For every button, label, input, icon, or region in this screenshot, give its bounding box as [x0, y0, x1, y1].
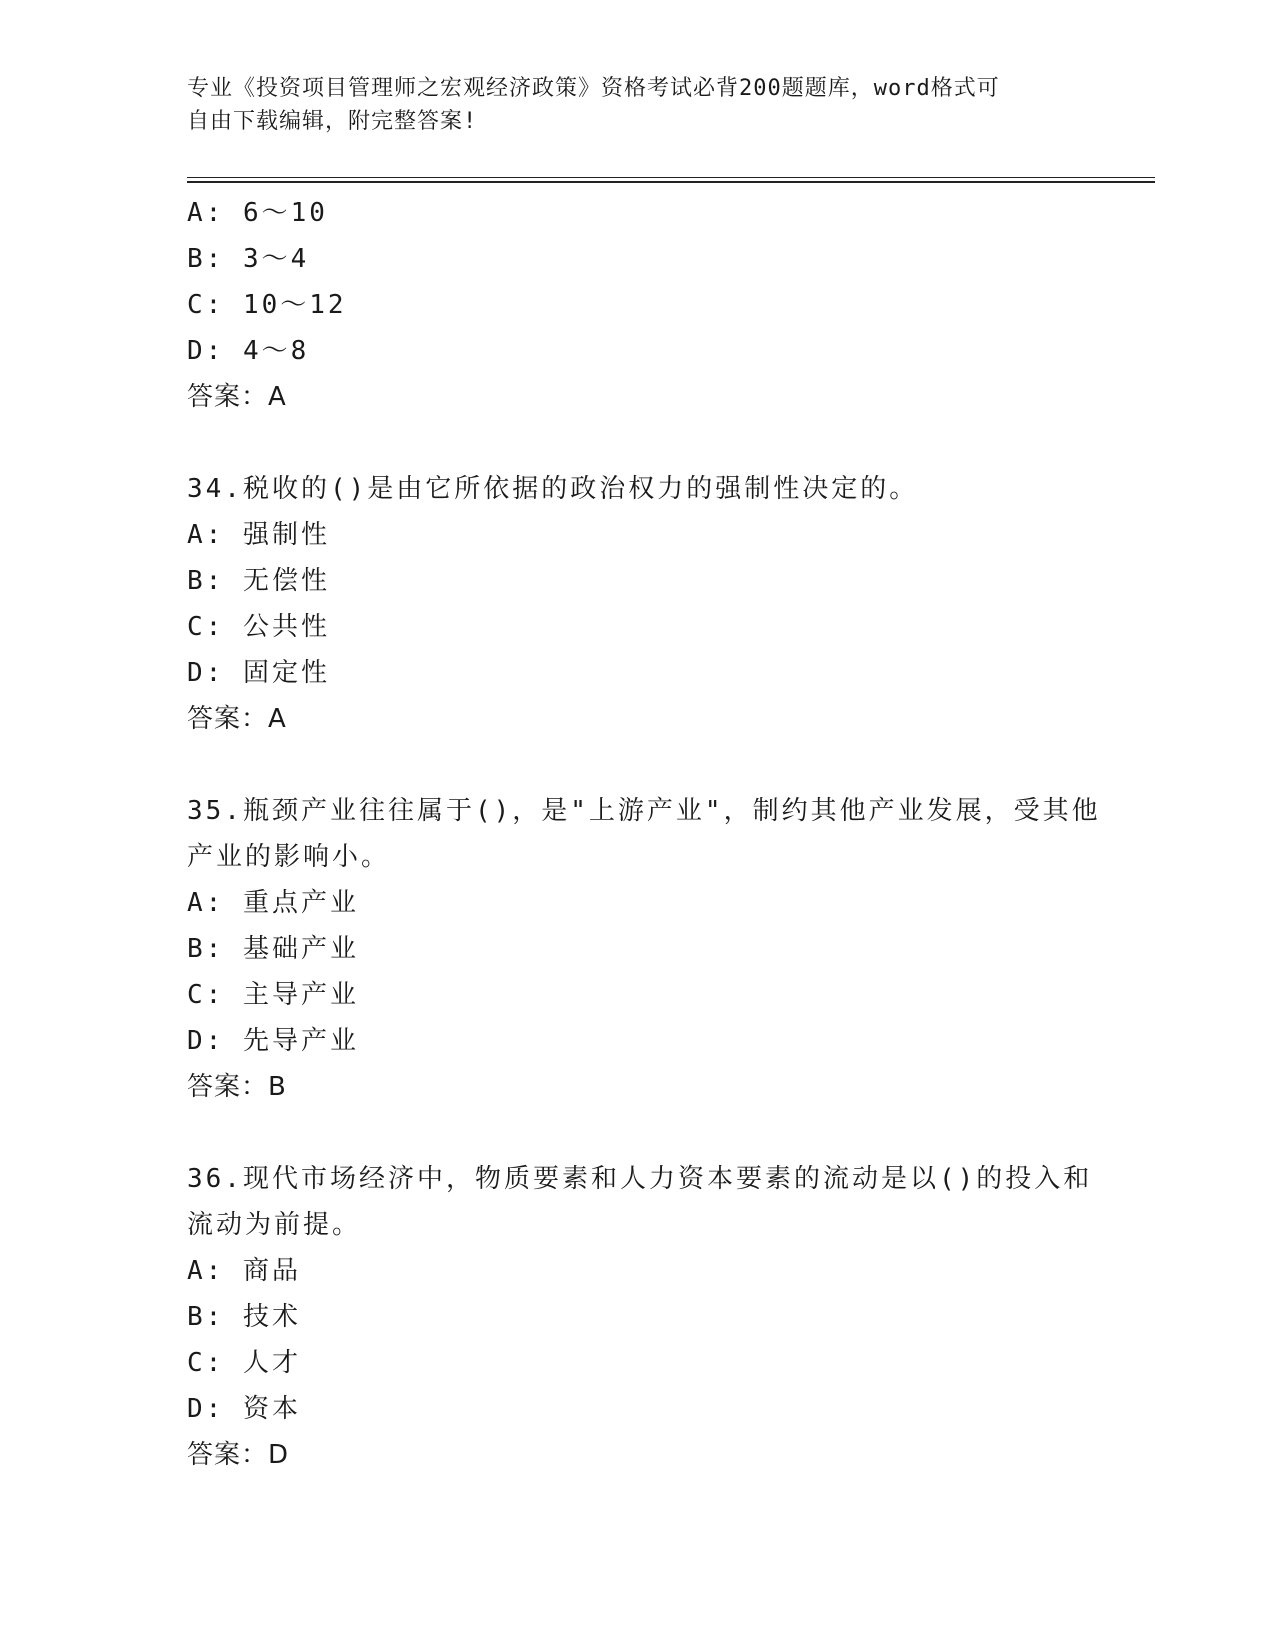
- spacer: [187, 742, 1087, 788]
- option-a: A: 强制性: [187, 520, 330, 550]
- question-stem-continued: 产业的影响小。: [187, 842, 391, 872]
- option-b: B: 基础产业: [187, 934, 359, 964]
- question-stem: 36.现代市场经济中，物质要素和人力资本要素的流动是以()的投入和: [187, 1164, 1093, 1194]
- question-35: [187, 788, 1101, 1110]
- spacer: [187, 420, 1087, 466]
- option-b: B: 无偿性: [187, 566, 330, 596]
- option-c: C: 主导产业: [187, 980, 359, 1010]
- answer-line: 答案：B: [187, 1072, 287, 1102]
- option-d: D: 先导产业: [187, 1026, 359, 1056]
- option-d: D: 资本: [187, 1394, 301, 1424]
- header-rule-thick: [187, 181, 1155, 183]
- header-line-2: 自由下载编辑，附完整答案!: [187, 109, 478, 134]
- spacer: [187, 1110, 1087, 1156]
- header-rule-thin: [187, 177, 1155, 178]
- option-a: A: 商品: [187, 1256, 301, 1286]
- option-c: C: 人才: [187, 1348, 301, 1378]
- option-a: A: 6～10: [187, 198, 328, 228]
- answer-line: 答案：D: [187, 1440, 290, 1470]
- answer-line: 答案：A: [187, 382, 287, 412]
- option-b: B: 技术: [187, 1302, 301, 1332]
- option-c: C: 公共性: [187, 612, 330, 642]
- answer-line: 答案：A: [187, 704, 287, 734]
- document-header: [187, 72, 1087, 138]
- question-33-continued: [187, 190, 1087, 420]
- question-34: [187, 466, 1087, 742]
- question-stem: 34.税收的()是由它所依据的政治权力的强制性决定的。: [187, 474, 919, 504]
- option-a: A: 重点产业: [187, 888, 359, 918]
- option-b: B: 3～4: [187, 244, 310, 274]
- option-d: D: 4～8: [187, 336, 310, 366]
- question-stem: 35.瓶颈产业往往属于()，是"上游产业"，制约其他产业发展，受其他: [187, 796, 1101, 826]
- header-line-1: 专业《投资项目管理师之宏观经济政策》资格考试必背200题题库，word格式可: [187, 76, 1000, 101]
- question-list: [187, 190, 1101, 1478]
- question-36: [187, 1156, 1093, 1478]
- option-c: C: 10～12: [187, 290, 347, 320]
- question-stem-continued: 流动为前提。: [187, 1210, 362, 1240]
- option-d: D: 固定性: [187, 658, 330, 688]
